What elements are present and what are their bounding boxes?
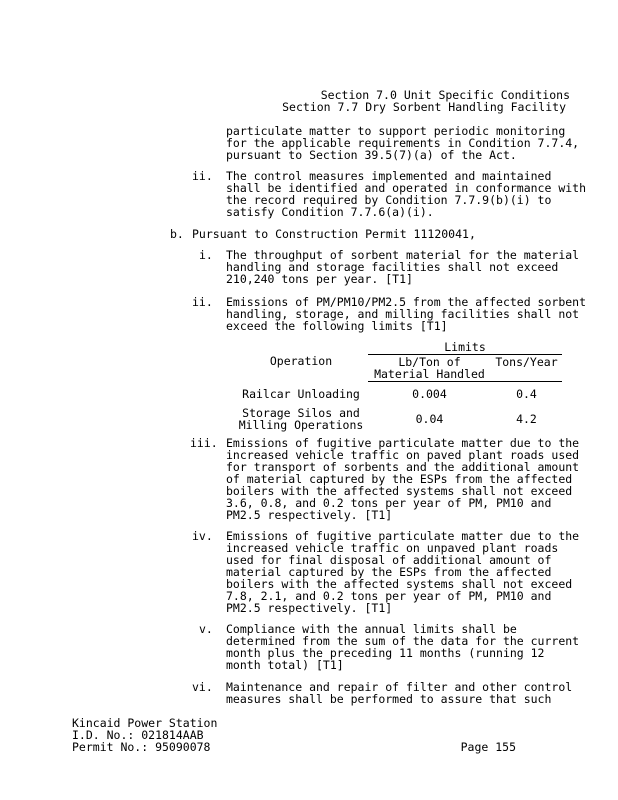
text-line: month plus the preceding 11 months (running 12	[226, 646, 545, 660]
item-v-compliance	[226, 623, 579, 671]
text-line: Emissions of fugitive particulate matter due to the	[226, 436, 580, 450]
header-line: Material Handled	[374, 367, 485, 381]
text-line: pursuant to Section 39.5(7)(a) of the Act.	[226, 148, 517, 162]
operation-line: Storage Silos and	[242, 406, 360, 420]
item-b-text: Pursuant to Construction Permit 11120041,	[192, 227, 476, 241]
text-line: determined from the sum of the data for the current	[226, 634, 580, 648]
item-label: ii.	[192, 169, 213, 183]
text-line: shall be identified and operated in conformance with	[226, 181, 587, 195]
text-line: material captured by the ESPs from the affected	[226, 565, 552, 579]
text-line: handling, storage, and milling facilities shall not	[226, 307, 580, 321]
operation-cell: Railcar Unloading	[242, 386, 360, 401]
header-line: Lb/Ton of	[398, 355, 461, 369]
item-vi-maintenance	[226, 681, 572, 705]
lb-ton-cell: 0.04	[415, 412, 444, 426]
lb-ton-cell: 0.004	[412, 387, 447, 401]
tons-year-cell: 0.4	[516, 387, 537, 401]
text-line: particulate matter to support periodic monitoring	[226, 124, 566, 138]
table-row	[234, 382, 562, 407]
text-line: exceed the following limits [T1]	[226, 319, 448, 333]
text-line: Compliance with the annual limits shall be	[226, 622, 517, 636]
text-line: used for final disposal of additional amount of	[226, 553, 552, 567]
text-line: for transport of sorbents and the additional amount	[226, 460, 580, 474]
text-line: Maintenance and repair of filter and other control	[226, 680, 573, 694]
item-label: ii.	[192, 295, 213, 309]
operation-header: Operation	[269, 353, 333, 368]
text-line: 210,240 tons per year. [T1]	[226, 272, 413, 286]
emission-limits-table	[234, 340, 562, 432]
item-label: vi.	[192, 680, 213, 694]
item-label: iii.	[190, 436, 218, 450]
text-line: The throughput of sorbent material for the material	[226, 248, 580, 262]
item-iii-paved-roads	[226, 437, 579, 521]
table-row	[234, 406, 562, 432]
text-line: Emissions of PM/PM10/PM2.5 from the affected sorbent	[226, 295, 587, 309]
text-line: increased vehicle traffic on paved plant roads used	[226, 448, 580, 462]
item-label: b.	[170, 227, 184, 241]
item-ii-control-measures	[226, 170, 586, 218]
section-heading: Section 7.0 Unit Specific Conditions	[320, 88, 570, 102]
text-line: PM2.5 respectively. [T1]	[226, 508, 393, 522]
page-number: Page 155	[460, 740, 516, 754]
item-label: iv.	[192, 529, 213, 543]
text-line: measures shall be performed to assure that such	[226, 692, 552, 706]
item-label: v.	[199, 622, 213, 636]
text-line: 7.8, 2.1, and 0.2 tons per year of PM, PM10 and	[226, 589, 552, 603]
intro-paragraph	[226, 125, 579, 161]
facility-name: Kincaid Power Station	[72, 716, 218, 730]
footer-facility-info	[72, 717, 217, 753]
tons-year-header: Tons/Year	[491, 355, 562, 382]
facility-id: I.D. No.: 021814AAB	[72, 728, 204, 742]
lb-ton-header	[368, 355, 491, 382]
tons-year-cell: 4.2	[516, 412, 537, 426]
limits-header: Limits	[368, 340, 562, 355]
text-line: handling and storage facilities shall not exceed	[226, 260, 559, 274]
permit-number: Permit No.: 95090078	[72, 740, 211, 754]
item-label: i.	[199, 248, 213, 262]
text-line: month total) [T1]	[226, 658, 344, 672]
text-line: boilers with the affected systems shall not exceed	[226, 484, 573, 498]
subsection-heading: Section 7.7 Dry Sorbent Handling Facility	[282, 100, 566, 114]
text-line: satisfy Condition 7.7.6(a)(i).	[226, 205, 434, 219]
text-line: for the applicable requirements in Condition 7.7.4,	[226, 136, 580, 150]
text-line: the record required by Condition 7.7.9(b)(i) to	[226, 193, 552, 207]
item-iv-unpaved-roads	[226, 530, 579, 614]
text-line: boilers with the affected systems shall not exceed	[226, 577, 573, 591]
text-line: increased vehicle traffic on unpaved plant roads	[226, 541, 559, 555]
operation-line: Milling Operations	[238, 418, 364, 432]
text-line: 3.6, 0.8, and 0.2 tons per year of PM, PM10 and	[226, 496, 552, 510]
text-line: Emissions of fugitive particulate matter due to the	[226, 529, 580, 543]
text-line: The control measures implemented and maintained	[226, 169, 552, 183]
operation-cell	[234, 406, 368, 432]
item-ii-emissions	[226, 296, 586, 332]
item-i-throughput	[226, 249, 579, 285]
text-line: PM2.5 respectively. [T1]	[226, 601, 393, 615]
text-line: of material captured by the ESPs from the affected	[226, 472, 573, 486]
